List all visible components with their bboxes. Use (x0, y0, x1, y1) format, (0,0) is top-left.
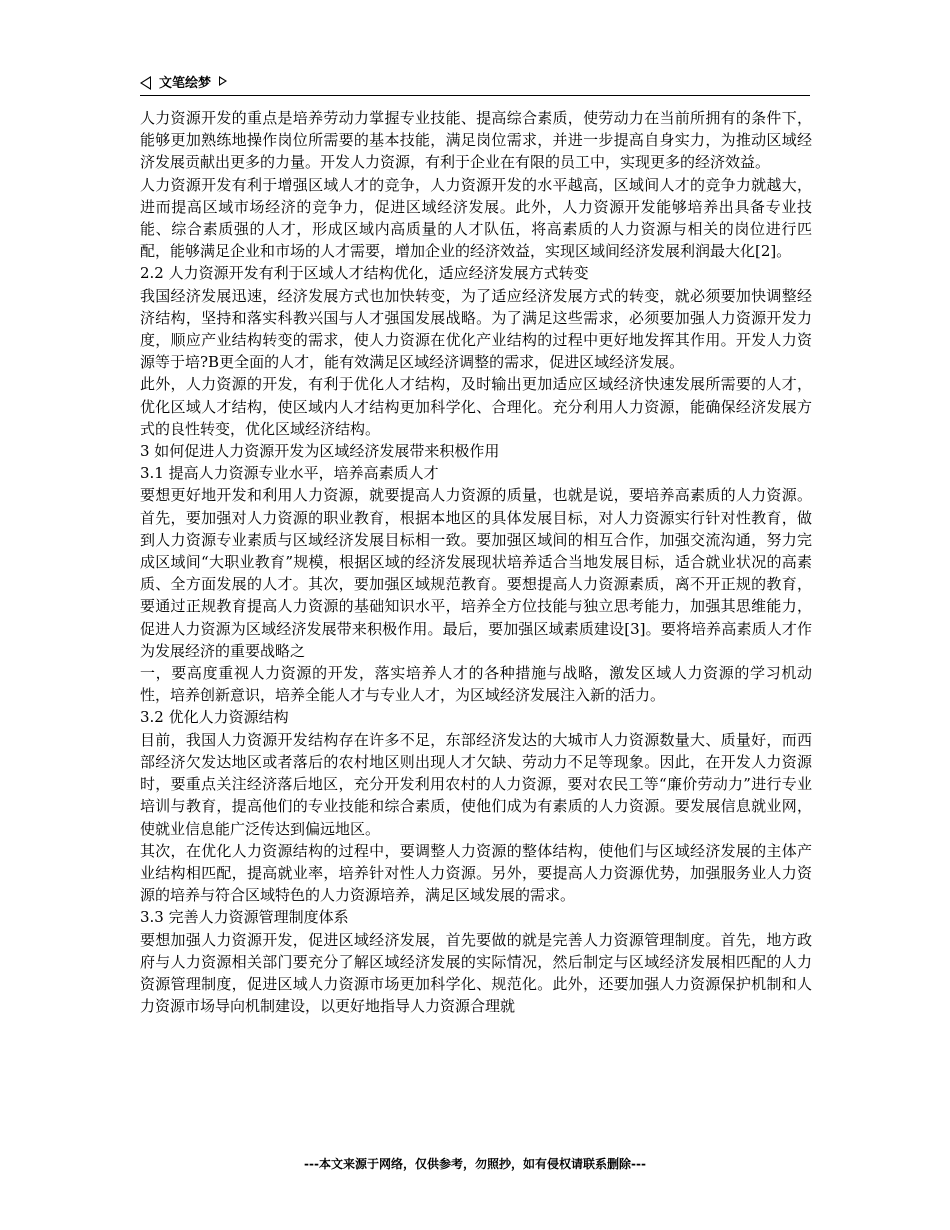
paragraph: 此外，人力资源的开发，有利于优化人才结构，及时输出更加适应区域经济快速发展所需要的人才，优化区域人才结构，使区域内人才结构更加科学化、合理化。充分利用人力资源，能确保经济发展方式的良性转变，优化区域经济结构。 (140, 375, 812, 438)
triangle-left-icon (140, 76, 151, 90)
paragraph: 人力资源开发有利于增强区域人才的竞争，人力资源开发的水平越高，区域间人才的竞争力就越大，进而提高区域市场经济的竞争力，促进区域经济发展。此外，人力资源开发能够培养出具备专业技能、综合素质强的人才，形成区域内高质量的人才队伍，将高素质的人力资源与相关的岗位进行匹配，能够满足企业和市场的人才需要，增加企业的经济效益，实现区域间经济发展利润最大化[2]。 (140, 175, 812, 261)
paragraph: 一，要高度重视人力资源的开发，落实培养人才的各种措施与战略，激发区域人力资源的学习机动性，培养创新意识，培养全能人才与专业人才，为区域经济发展注入新的活力。 (140, 664, 812, 705)
paragraph: 我国经济发展迅速，经济发展方式也加快转变，为了适应经济发展方式的转变，就必须要加快调整经济结构，坚持和落实科教兴国与人才强国发展战略。为了满足这些需求，必须要加强人力资源开发力度，顺应产业结构转变的需求，使人力资源在优化产业结构的过程中更好地发挥其作用。开发人力资源等于培?B更全面的人才，能有效满足区域经济调整的需求，促进区域经济发展。 (140, 286, 812, 372)
section-heading: 3.1 提高人力资源专业水平，培养高素质人才 (140, 464, 439, 483)
paragraph: 要想更好地开发和利用人力资源，就要提高人力资源的质量，也就是说，要培养高素质的人力资源。首先，要加强对人力资源的职业教育，根据本地区的具体发展目标，对人力资源实行针对性教育，做到人力资源专业素质与区域经济发展目标相一致。要加强区域间的相互合作，加强交流沟通，努力完成区域间“大职业教育”规模，根据区域的经济发展现状培养适合当地发展目标，适合就业状况的高素质、全方面发展的人才。其次，要加强区域规范教育。要想提高人力资源素质，离不开正规的教育，要通过正规教育提高人力资源的基础知识水平，培养全方位技能与独立思考能力，加强其思维能力，促进人力资源为区域经济发展带来积极作用。最后，要加强区域素质建设[3]。要将培养高素质人才作为发展经济的重要战略之 (140, 486, 812, 660)
paragraph: 要想加强人力资源开发，促进区域经济发展，首先要做的就是完善人力资源管理制度。首先，地方政府与人力资源相关部门要充分了解区域经济发展的实际情况，然后制定与区域经济发展相匹配的人力资源管理制度，促进区域人力资源市场更加科学化、规范化。此外，还要加强人力资源保护机制和人力资源市场导向机制建设，以更好地指导人力资源合理就 (140, 930, 812, 1016)
section-heading: 3 如何促进人力资源开发为区域经济发展带来积极作用 (140, 442, 500, 461)
paragraph: 目前，我国人力资源开发结构存在许多不足，东部经济发达的大城市人力资源数量大、质量好，而西部经济欠发达地区或者落后的农村地区则出现人才欠缺、劳动力不足等现象。因此，在开发人力资源时，要重点关注经济落后地区，充分开发利用农村的人力资源，要对农民工等“廉价劳动力”进行专业培训与教育，提高他们的专业技能和综合素质，使他们成为有素质的人力资源。要发展信息就业网，使就业信息能广泛传达到偏远地区。 (140, 730, 812, 838)
document-body (140, 107, 812, 1017)
header-title: 文笔绘梦 (159, 76, 212, 91)
section-heading: 2.2 人力资源开发有利于区域人才结构优化，适应经济发展方式转变 (140, 264, 589, 283)
page-header (140, 68, 810, 96)
paragraph: 其次，在优化人力资源结构的过程中，要调整人力资源的整体结构，使他们与区域经济发展的主体产业结构相匹配，提高就业率，培养针对性人力资源。另外，要提高人力资源优势，加强服务业人力资源的培养与符合区域特色的人力资源培养，满足区域发展的需求。 (140, 841, 812, 905)
section-heading: 3.2 优化人力资源结构 (140, 708, 289, 727)
footer-disclaimer: ---本文来源于网络，仅供参考，勿照抄，如有侵权请联系删除--- (304, 1157, 646, 1171)
paragraph: 人力资源开发的重点是培养劳动力掌握专业技能、提高综合素质，使劳动力在当前所拥有的条件下，能够更加熟练地操作岗位所需要的基本技能，满足岗位需求，并进一步提高自身实力，为推动区域经济发展贡献出更多的力量。开发人力资源，有利于企业在有限的员工中，实现更多的经济效益。 (140, 109, 812, 172)
section-heading: 3.3 完善人力资源管理制度体系 (140, 908, 349, 927)
triangle-right-icon (219, 76, 227, 86)
